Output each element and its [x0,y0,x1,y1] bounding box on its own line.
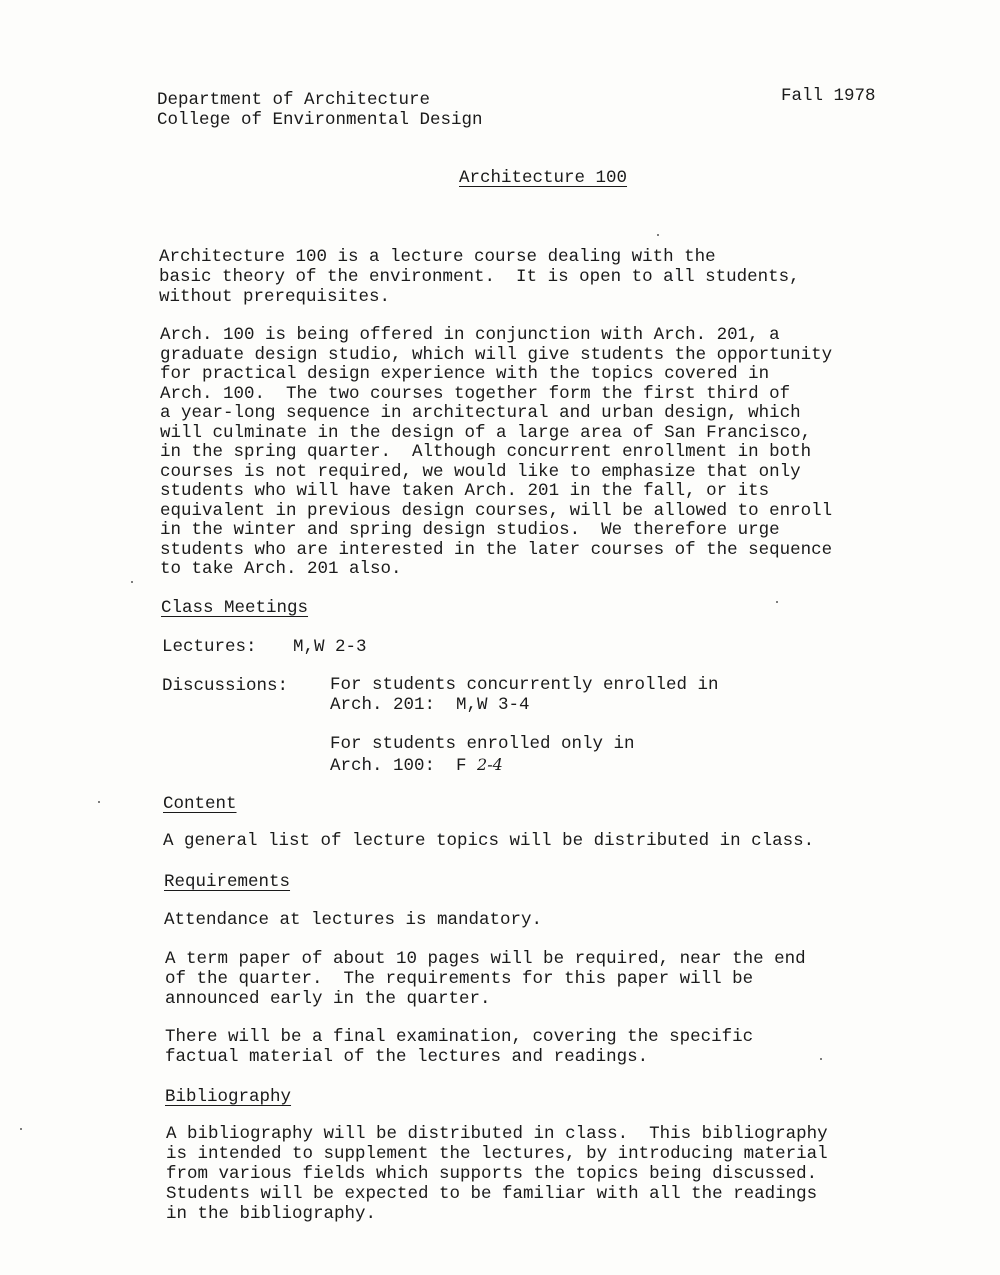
lectures-value: M,W 2-3 [293,637,367,657]
paragraph-line: in the bibliography. [166,1204,377,1224]
content-heading: Content [163,794,237,814]
scan-speck [20,1128,22,1130]
paragraph-line: a year-long sequence in architectural and urban design, which [160,403,801,423]
content-text: A general list of lecture topics will be distributed in class. [163,831,815,851]
scan-speck [776,601,778,603]
paragraph-line: A bibliography will be distributed in class. This bibliography [166,1124,828,1144]
scan-speck [820,1058,822,1060]
document-title: Architecture 100 [459,168,628,188]
paragraph-line: of the quarter. The requirements for this paper will be [165,969,754,989]
scan-speck [131,581,133,583]
paragraph-line: without prerequisites. [159,287,391,307]
paragraph-line: students who will have taken Arch. 201 in the fall, or its [160,481,770,501]
attendance-text: Attendance at lectures is mandatory. [164,910,543,930]
paragraph-line: from various fields which supports the topics being discussed. [166,1164,818,1184]
paragraph-line: will culminate in the design of a large area of San Francisco, [160,422,812,443]
paragraph-line: equivalent in previous design courses, will be allowed to enroll [160,500,833,521]
paragraph-line: Arch. 100. The two courses together form the first third of [160,383,791,404]
paragraph-line: Students will be expected to be familiar with all the readings [166,1184,818,1204]
handwritten-time: 2-4 [477,755,503,774]
paragraph-line: There will be a final examination, covering the specific [165,1027,754,1047]
paragraph-line: in the winter and spring design studios. We therefore urge [160,520,780,540]
scan-speck [657,234,659,236]
paragraph-line: A term paper of about 10 pages will be required, near the end [165,949,806,969]
class-meetings-heading: Class Meetings [161,598,309,618]
only-discussion-time [330,755,503,777]
paragraph-line: Arch. 100 is being offered in conjunction with Arch. 201, a [160,325,780,345]
paragraph-line: courses is not required, we would like to emphasize that only [160,461,801,482]
paragraph-line: Architecture 100 is a lecture course dealing with the [159,247,716,267]
paragraph-line: students who are interested in the later courses of the sequence [160,539,833,560]
paragraph-line: to take Arch. 201 also. [160,559,402,579]
paragraph-line: basic theory of the environment. It is open to all students, [159,267,800,287]
paragraph-line: announced early in the quarter. [165,989,491,1009]
bibliography-heading: Bibliography [165,1087,292,1107]
concurrent-discussion-time: Arch. 201: M,W 3-4 [330,695,530,715]
term-label: Fall 1978 [781,86,876,106]
scan-speck [98,801,100,803]
college-line: College of Environmental Design [157,110,483,130]
only-discussion-prefix: Arch. 100: F [330,756,467,776]
paragraph-line: is intended to supplement the lectures, by introducing material [166,1144,828,1164]
paragraph-line: factual material of the lectures and readings. [165,1047,649,1067]
only-discussion-line: For students enrolled only in [330,734,635,754]
requirements-heading: Requirements [164,872,291,892]
paragraph-line: in the spring quarter. Although concurrent enrollment in both [160,442,812,462]
paragraph-line: graduate design studio, which will give students the opportunity [160,344,833,365]
concurrent-discussion-line: For students concurrently enrolled in [330,675,719,695]
lectures-label: Lectures: [162,637,257,657]
paragraph-line: for practical design experience with the topics covered in [160,364,770,384]
department-line: Department of Architecture [157,90,431,110]
discussions-label: Discussions: [162,676,289,696]
